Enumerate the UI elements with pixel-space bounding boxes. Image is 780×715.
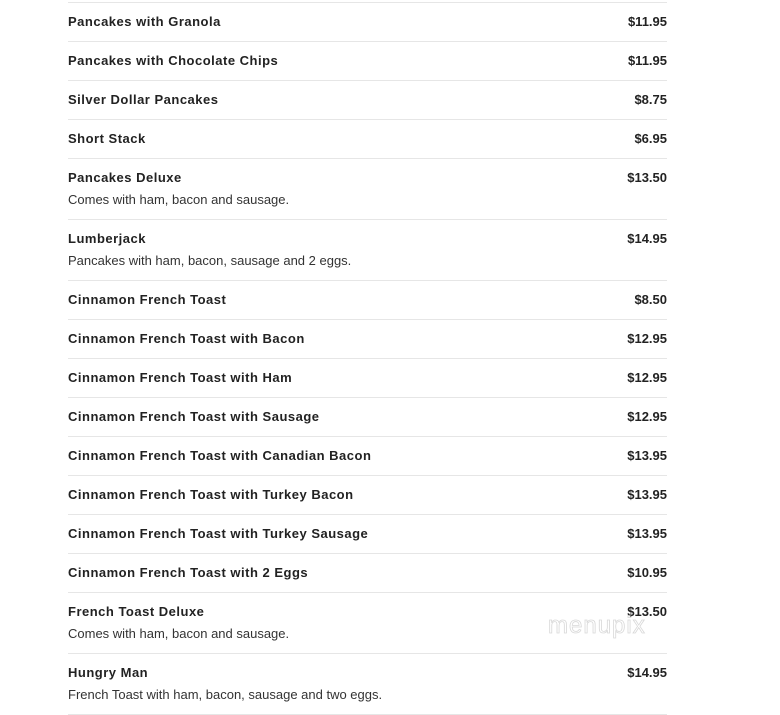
- menu-item-name: Lumberjack: [68, 231, 146, 246]
- menu-item-price: $6.95: [634, 131, 667, 146]
- menu-item: [68, 320, 667, 359]
- menu-item-price: $14.95: [627, 231, 667, 246]
- menu-item: [68, 593, 667, 654]
- menu-item: [68, 437, 667, 476]
- menu-item: [68, 515, 667, 554]
- menu-item: [68, 3, 667, 42]
- menu-item-description: Pancakes with ham, bacon, sausage and 2 eggs.: [68, 253, 352, 268]
- menu-item-price: $13.50: [627, 604, 667, 619]
- menu-item: [68, 398, 667, 437]
- menu-item-price: $13.95: [627, 448, 667, 463]
- menu-item-price: $11.95: [627, 14, 667, 29]
- menu-item: [68, 654, 667, 715]
- menu-item-price: $12.95: [627, 331, 667, 346]
- menu-item-name: Cinnamon French Toast with 2 Eggs: [68, 565, 309, 580]
- menu-item: [68, 42, 667, 81]
- menu-item-name: Cinnamon French Toast with Canadian Bacon: [68, 448, 372, 463]
- menu-item-description: Comes with ham, bacon and sausage.: [68, 192, 290, 207]
- menu-item-price: $8.75: [634, 92, 667, 107]
- menu-item: [68, 81, 667, 120]
- menu-item: [68, 359, 667, 398]
- menu-item: [68, 554, 667, 593]
- menu-item-price: $13.95: [627, 487, 667, 502]
- menu-item-name: Cinnamon French Toast with Turkey Bacon: [68, 487, 354, 502]
- menu-item: [68, 120, 667, 159]
- menu-item-price: $8.50: [634, 292, 667, 307]
- menu-item-name: Cinnamon French Toast with Ham: [68, 370, 293, 385]
- menu-item-name: Short Stack: [68, 131, 146, 146]
- menu-item-name: Cinnamon French Toast with Turkey Sausage: [68, 526, 369, 541]
- menu-item-name: Hungry Man: [68, 665, 149, 680]
- menu-item-name: Cinnamon French Toast: [68, 292, 227, 307]
- menu-item-name: Pancakes with Granola: [68, 14, 221, 29]
- menu-item-description: French Toast with ham, bacon, sausage and two eggs.: [68, 687, 383, 702]
- menu-item-price: $12.95: [627, 409, 667, 424]
- menu-item-name: Cinnamon French Toast with Bacon: [68, 331, 305, 346]
- menu-item: [68, 281, 667, 320]
- menu-item-price: $12.95: [627, 370, 667, 385]
- menu-item-price: $11.95: [627, 53, 667, 68]
- menu-item: [68, 476, 667, 515]
- menu-item-price: $13.95: [627, 526, 667, 541]
- menu-item-name: French Toast Deluxe: [68, 604, 205, 619]
- menu-item-name: Cinnamon French Toast with Sausage: [68, 409, 320, 424]
- menu-item-price: $14.95: [627, 665, 667, 680]
- menu-item-name: Silver Dollar Pancakes: [68, 92, 219, 107]
- menu-item-price: $10.95: [627, 565, 667, 580]
- menu-item: [68, 220, 667, 281]
- menu-item-name: Pancakes with Chocolate Chips: [68, 53, 279, 68]
- menu-list: [68, 2, 667, 715]
- menu-item-name: Pancakes Deluxe: [68, 170, 182, 185]
- menu-item-description: Comes with ham, bacon and sausage.: [68, 626, 290, 641]
- menupix-watermark: menupix: [548, 612, 646, 639]
- menu-item-price: $13.50: [627, 170, 667, 185]
- menu-item: [68, 159, 667, 220]
